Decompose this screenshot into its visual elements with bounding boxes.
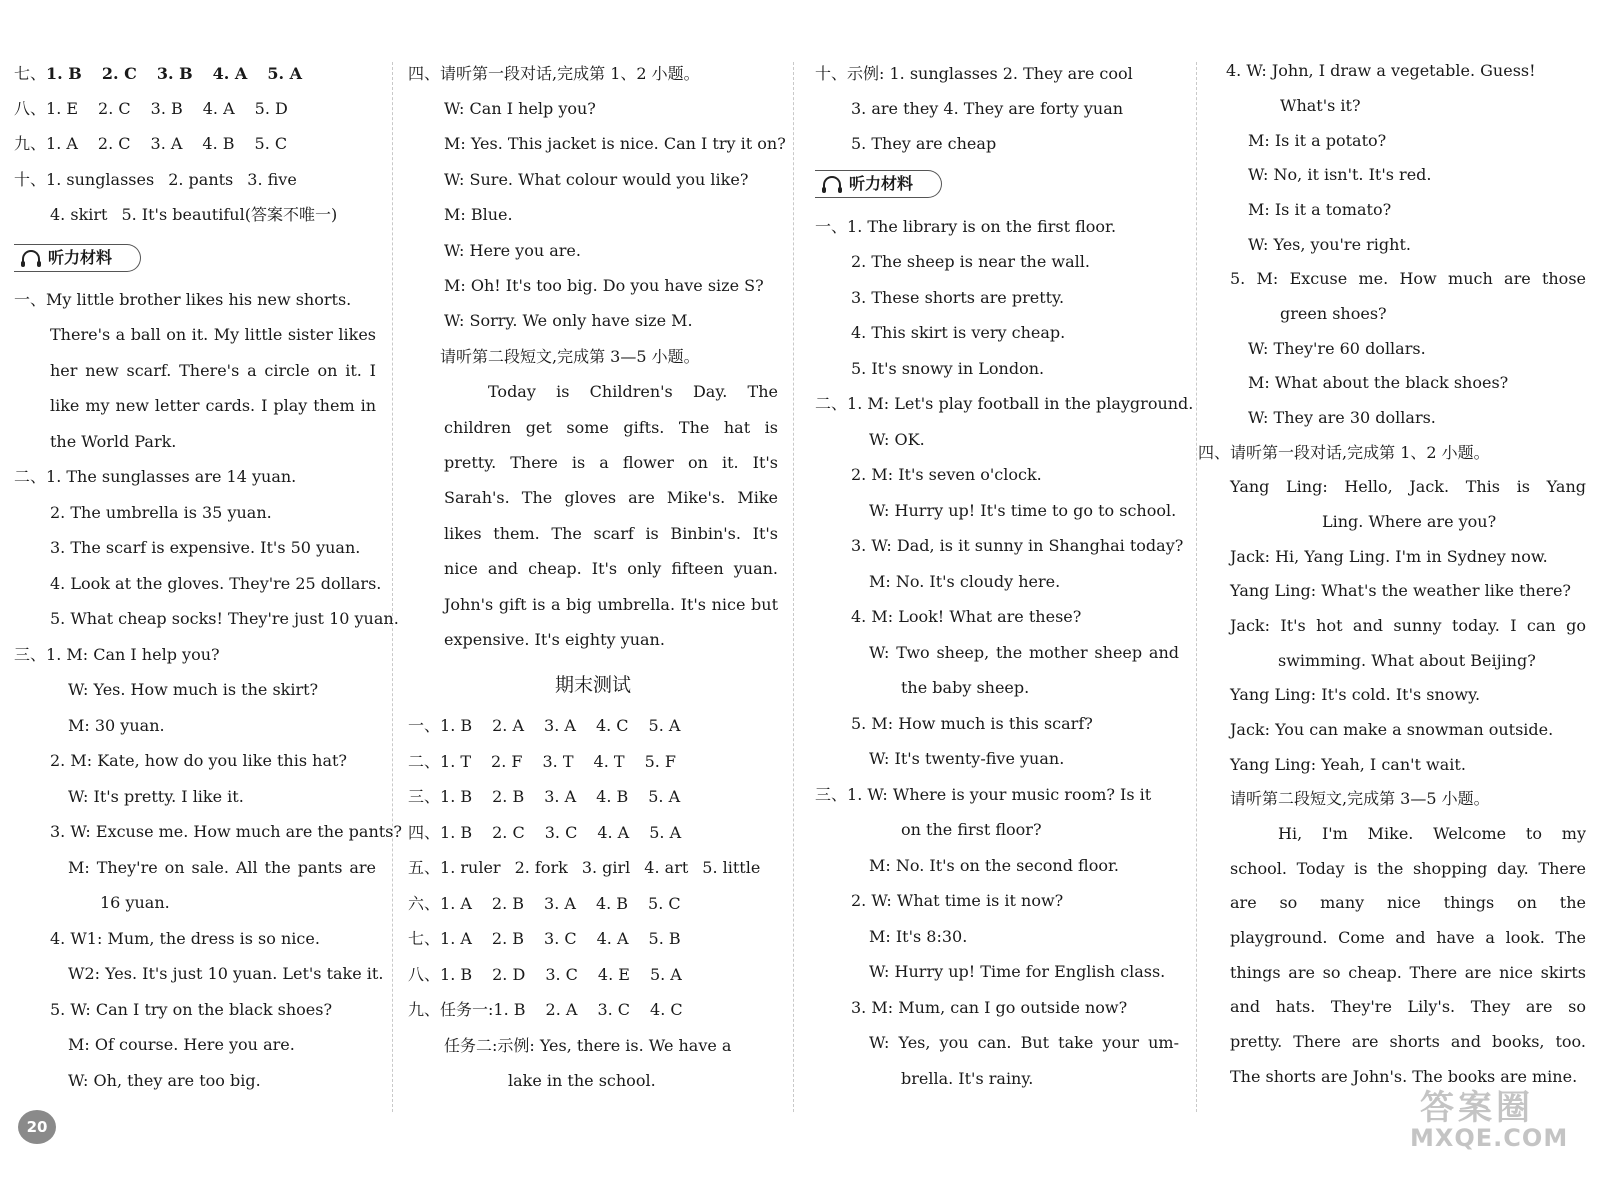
dialogue-line: 4. M: Look! What are these? [851,607,1082,626]
passage-line: the World Park. [50,432,177,451]
answer-row-10: 十、1. sunglasses 2. pants 3. five [14,170,297,189]
script-line: 4. This skirt is very cheap. [851,323,1066,342]
dialogue-line: 5. W: Can I try on the black shoes? [50,1000,333,1019]
passage-line: like my new letter cards. I play them in [50,396,376,415]
dialogue-line: 2. W: What time is it now? [851,891,1064,910]
headphone-icon [823,176,841,190]
passage-line: There's a ball on it. My little sister likes [50,325,376,344]
dialogue-line: W: It's pretty. I like it. [68,787,244,806]
script-line: 2. The umbrella is 35 yuan. [50,503,272,522]
dialogue-line: M: Of course. Here you are. [68,1035,295,1054]
dialogue-line: M: Oh! It's too big. Do you have size S? [444,276,764,295]
dialogue-line: 3. M: Mum, can I go outside now? [851,998,1128,1017]
dialogue-line: W: Can I help you? [444,99,596,118]
dialogue-line: W: Oh, they are too big. [68,1071,261,1090]
dialogue-line: 2. M: Kate, how do you like this hat? [50,751,347,770]
passage-line: expensive. It's eighty yuan. [444,630,665,649]
section-intro: 四、请听第一段对话,完成第 1、2 小题。 [1198,443,1490,462]
dialogue-line: green shoes? [1280,304,1387,323]
script-line: 一、1. The library is on the first floor. [815,217,1117,236]
script-line: 4. Look at the gloves. They're 25 dollars. [50,574,382,593]
dialogue-line: Jack: You can make a snowman outside. [1230,720,1554,739]
dialogue-line: 4. W: John, I draw a vegetable. Guess! [1226,61,1536,80]
passage-line: are so many nice things on the [1230,893,1586,912]
listening-section [815,166,1179,201]
passage-line: pretty. There is a flower on it. It's [444,453,778,472]
passage-line: and hats. They're Lily's. They are so [1230,997,1586,1016]
headphone-icon [22,250,40,264]
final-test-title: 期末测试 [554,674,631,696]
answer-row-10-cont: 5. They are cheap [851,134,997,153]
dialogue-line: M: Is it a tomato? [1248,200,1392,219]
dialogue-line: 三、1. W: Where is your music room? Is it [815,785,1152,804]
answer-row: 八、1. B 2. D 3. C 4. E 5. A [408,965,682,984]
dialogue-line: Yang Ling: What's the weather like there? [1230,581,1571,600]
dialogue-line: M: No. It's on the second floor. [869,856,1119,875]
dialogue-line: brella. It's rainy. [901,1069,1034,1088]
answer-row: 一、1. B 2. A 3. A 4. C 5. A [408,716,681,735]
dialogue-line: What's it? [1280,96,1361,115]
answer-row: 二、1. T 2. F 3. T 4. T 5. F [408,752,677,771]
passage-line: pretty. There are shorts and books, too. [1230,1032,1586,1051]
passage-line: playground. Come and have a look. The [1230,928,1586,947]
dialogue-line: M: It's 8:30. [869,927,968,946]
dialogue-line: 二、1. M: Let's play football in the playground. [815,394,1194,413]
dialogue-line: 三、1. M: Can I help you? [14,645,220,664]
passage-line: school. Today is the shopping day. There [1230,859,1586,878]
answer-row: 七、1. A 2. B 3. C 4. A 5. B [408,929,681,948]
answer-row: 任务二:示例: Yes, there is. We have a [444,1036,732,1055]
script-line: 3. These shorts are pretty. [851,288,1065,307]
script-line: 二、1. The sunglasses are 14 yuan. [14,467,297,486]
dialogue-line: 16 yuan. [100,893,170,912]
dialogue-line: W: Yes, you're right. [1248,235,1411,254]
dialogue-line: 4. W1: Mum, the dress is so nice. [50,929,320,948]
script-line: 5. What cheap socks! They're just 10 yuan. [50,609,399,628]
dialogue-line: W: Yes. How much is the skirt? [68,680,319,699]
dialogue-line: W: It's twenty-five yuan. [869,749,1065,768]
answer-row: 四、1. B 2. C 3. C 4. A 5. A [408,823,682,842]
answer-row: 九、任务一:1. B 2. A 3. C 4. C [408,1000,683,1019]
dialogue-line: W: Two sheep, the mother sheep and [869,643,1179,662]
dialogue-line: Yang Ling: It's cold. It's snowy. [1230,685,1481,704]
dialogue-line: W: They are 30 dollars. [1248,408,1436,427]
passage-line: 一、My little brother likes his new shorts. [14,290,352,309]
dialogue-line: 5. M: How much is this scarf? [851,714,1093,733]
dialogue-line: 2. M: It's seven o'clock. [851,465,1042,484]
dialogue-line: M: They're on sale. All the pants are [68,858,376,877]
dialogue-line: W: Here you are. [444,241,581,260]
dialogue-line: Yang Ling: Hello, Jack. This is Yang [1230,477,1586,496]
listening-heading: 听力材料 [14,244,141,272]
passage-line: likes them. The scarf is Binbin's. It's [444,524,778,543]
passage-line: Today is Children's Day. The [488,382,778,401]
answer-row: 三、1. B 2. B 3. A 4. B 5. A [408,787,681,806]
column-divider [392,62,393,1112]
dialogue-line: 3. W: Excuse me. How much are the pants? [50,822,402,841]
script-line: 2. The sheep is near the wall. [851,252,1090,271]
page-number-badge: 20 [18,1110,56,1144]
script-line: 3. The scarf is expensive. It's 50 yuan. [50,538,361,557]
passage-line: nice and cheap. It's only fifteen yuan. [444,559,778,578]
listening-section [14,240,376,275]
answer-row: 六、1. A 2. B 3. A 4. B 5. C [408,894,681,913]
passage-line: Sarah's. The gloves are Mike's. Mike [444,488,778,507]
dialogue-line: M: No. It's cloudy here. [869,572,1061,591]
column-divider [793,62,794,1112]
answer-row-10-cont: 3. are they 4. They are forty yuan [851,99,1124,118]
watermark-logo: 答案圈 [1420,1088,1534,1128]
dialogue-line: W: OK. [869,430,925,449]
dialogue-line: Jack: It's hot and sunny today. I can go [1230,616,1586,635]
passage-line: Hi, I'm Mike. Welcome to my [1278,824,1586,843]
dialogue-line: W: Hurry up! Time for English class. [869,962,1166,981]
watermark [1400,1080,1590,1160]
passage-line: children get some gifts. The hat is [444,418,778,437]
dialogue-line: swimming. What about Beijing? [1278,651,1536,670]
dialogue-line: W: No, it isn't. It's red. [1248,165,1432,184]
dialogue-line: M: Yes. This jacket is nice. Can I try it on? [444,134,786,153]
dialogue-line: on the first floor? [901,820,1042,839]
dialogue-line: 5. M: Excuse me. How much are those [1230,269,1586,288]
answer-row: 五、1. ruler 2. fork 3. girl 4. art 5. little [408,858,761,877]
dialogue-line: W: Sure. What colour would you like? [444,170,749,189]
dialogue-line: Ling. Where are you? [1322,512,1497,531]
listening-heading: 听力材料 [815,170,942,198]
section-intro: 请听第二段短文,完成第 3—5 小题。 [440,347,700,366]
section-intro: 四、请听第一段对话,完成第 1、2 小题。 [408,64,700,83]
dialogue-line: M: 30 yuan. [68,716,165,735]
dialogue-line: W: Hurry up! It's time to go to school. [869,501,1177,520]
watermark-url: MXQE.COM [1410,1124,1569,1152]
passage-line: her new scarf. There's a circle on it. I [50,361,376,380]
answer-row: lake in the school. [508,1071,656,1090]
dialogue-line: Jack: Hi, Yang Ling. I'm in Sydney now. [1230,547,1548,566]
dialogue-line: M: Is it a potato? [1248,131,1387,150]
dialogue-line: 3. W: Dad, is it sunny in Shanghai today? [851,536,1184,555]
dialogue-line: W: Yes, you can. But take your um- [869,1033,1179,1052]
dialogue-line: the baby sheep. [901,678,1030,697]
section-intro: 请听第二段短文,完成第 3—5 小题。 [1230,789,1490,808]
dialogue-line: M: Blue. [444,205,513,224]
dialogue-line: W: They're 60 dollars. [1248,339,1426,358]
answer-row-7: 七、1. B 2. C 3. B 4. A 5. A [14,64,302,83]
passage-line: things are so cheap. There are nice skirts [1230,963,1586,982]
answer-row-10: 十、示例: 1. sunglasses 2. They are cool [815,64,1133,83]
answer-row-10-cont: 4. skirt 5. It's beautiful(答案不唯一) [50,205,338,224]
answer-row-9: 九、1. A 2. C 3. A 4. B 5. C [14,134,288,153]
dialogue-line: W2: Yes. It's just 10 yuan. Let's take it. [68,964,384,983]
passage-line: The shorts are John's. The books are mine. [1230,1067,1578,1086]
dialogue-line: M: What about the black shoes? [1248,373,1509,392]
dialogue-line: W: Sorry. We only have size M. [444,311,693,330]
passage-line: John's gift is a big umbrella. It's nice but [444,595,778,614]
column-divider [1196,62,1197,1112]
dialogue-line: Yang Ling: Yeah, I can't wait. [1230,755,1466,774]
answer-row-8: 八、1. E 2. C 3. B 4. A 5. D [14,99,288,118]
script-line: 5. It's snowy in London. [851,359,1045,378]
